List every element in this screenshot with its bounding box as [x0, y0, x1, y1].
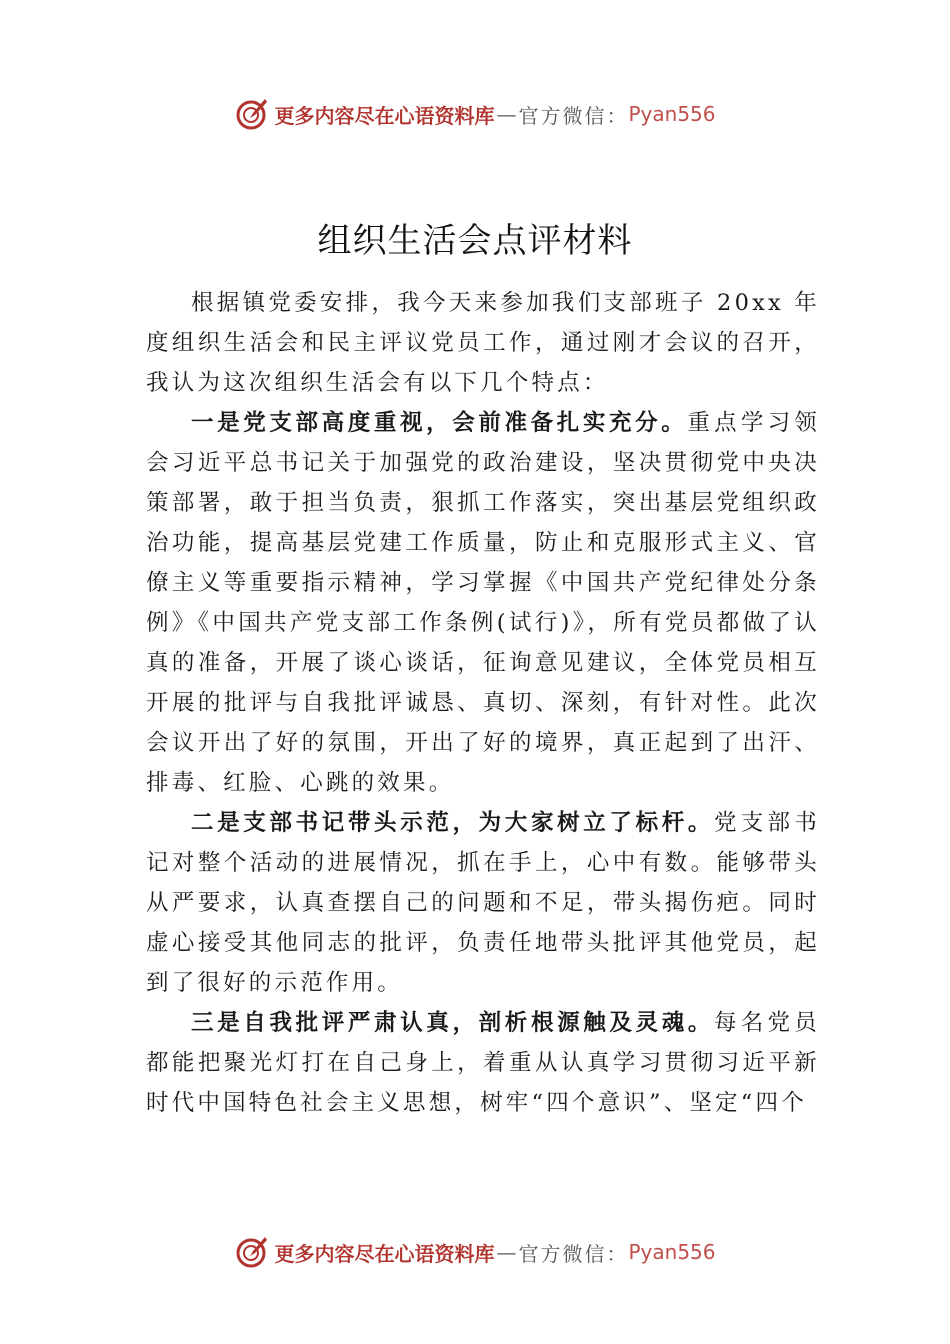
banner-wechat-id: Pyan556: [628, 1240, 716, 1264]
banner-slogan: 更多内容尽在心语资料库: [274, 103, 495, 128]
banner-slogan: 更多内容尽在心语资料库: [274, 1241, 495, 1266]
document-body: [146, 283, 820, 1123]
banner-wechat-id: Pyan556: [628, 102, 716, 126]
paragraph-text: 党支部书记对整个活动的进展情况，抓在手上，心中有数。能够带头从严要求，认真查摆自己的问题和不足，带头揭伤疤。同时虚心接受其他同志的批评，负责任地带头批评其他党员，起到了很好的示范作用。: [146, 810, 820, 996]
footer-watermark-banner: [0, 1232, 950, 1272]
paragraph-point-3: [146, 1003, 820, 1123]
banner-dash: —: [496, 102, 517, 126]
paragraph-lead: 二是支部书记带头示范，为大家树立了标杆。: [191, 810, 715, 836]
banner-wechat-label: 官方微信：: [518, 103, 629, 128]
quill-logo-icon: [234, 1234, 270, 1270]
banner-dash: —: [496, 1240, 517, 1264]
document-title: 组织生活会点评材料: [317, 220, 633, 261]
paragraph-intro: [146, 283, 820, 403]
paragraph-text: 根据镇党委安排，我今天来参加我们支部班子 20xx 年度组织生活会和民主评议党员工作，通过刚才会议的召开， 我认为这次组织生活会有以下几个特点：: [146, 290, 820, 396]
paragraph-text: 重点学习领会习近平总书记关于加强党的政治建设，坚决贯彻党中央决策部署，敢于担当负责，狠抓工作落实，突出基层党组织政治功能，提高基层党建工作质量，防止和克服形式主义、官僚主义等重要指示精神，学习掌握《中国共产党纪律处分条例》《中国共产党支部工作条例(试行)》，所有党员都做了认真的准备，开展了谈心谈话，征询意见建议，全体党员相互开展的批评与自我批评诚恳、真切、深刻，有针对性。此次会议开出了好的氛围，开出了好的境界，真正起到了出汗、 排毒、红脸、心跳的效果。: [146, 410, 820, 796]
paragraph-lead: 三是自我批评严肃认真，剖析根源触及灵魂。: [191, 1010, 715, 1036]
paragraph-text: 每名党员都能把聚光灯打在自己身上，着重从认真学习贯彻习近平新时代中国特色社会主义思想，树牢“四个意识”、坚定“四个: [146, 1010, 820, 1116]
quill-logo-icon: [234, 96, 270, 132]
paragraph-point-2: [146, 803, 820, 1003]
paragraph-lead: 一是党支部高度重视，会前准备扎实充分。: [191, 410, 688, 436]
paragraph-point-1: [146, 403, 820, 803]
banner-wechat-label: 官方微信：: [518, 1241, 629, 1266]
header-watermark-banner: [0, 94, 950, 134]
